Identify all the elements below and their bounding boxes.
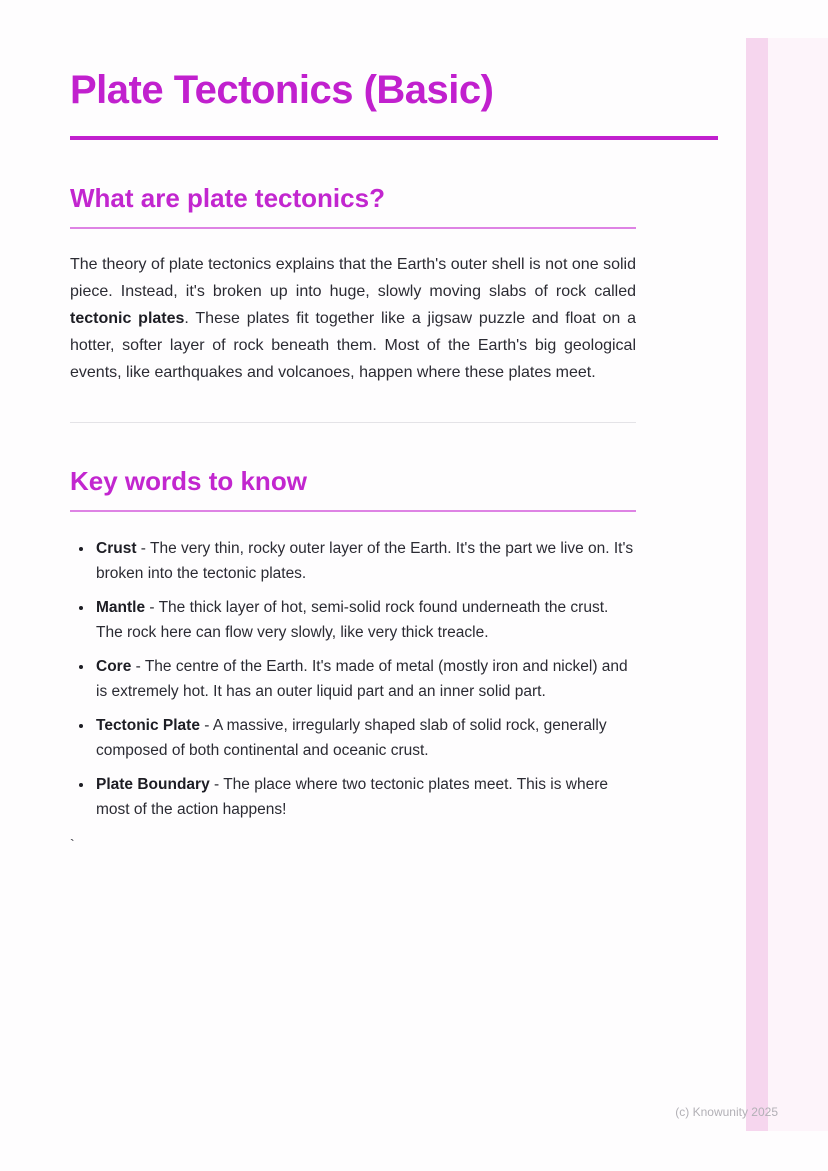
section-divider [70, 422, 636, 423]
keyword-term: Crust [96, 540, 137, 557]
keyword-term: Plate Boundary [96, 776, 210, 793]
list-item [94, 595, 636, 645]
section-underline [70, 227, 636, 229]
list-item [94, 654, 636, 704]
page-title: Plate Tectonics (Basic) [70, 68, 494, 112]
right-margin-band [766, 38, 828, 1131]
section-heading-key-words: Key words to know [70, 466, 307, 496]
footer-copyright: (c) Knowunity 2025 [675, 1105, 778, 1119]
list-item [94, 772, 636, 822]
keyword-term: Mantle [96, 599, 146, 616]
keyword-list [70, 536, 636, 822]
side-stripe [746, 38, 768, 1131]
keyword-definition: - The centre of the Earth. It's made of metal (mostly iron and nickel) and is extremely hot. It has an outer liquid part and an inner solid part. [96, 658, 628, 700]
keyword-term: Tectonic Plate [96, 717, 200, 734]
stray-backtick: ` [70, 836, 75, 852]
keyword-term: Core [96, 658, 132, 675]
keyword-definition: - The place where two tectonic plates meet. This is where most of the action happens! [96, 776, 609, 818]
keyword-definition: - The very thin, rocky outer layer of the Earth. It's the part we live on. It's broken into the tectonic plates. [96, 540, 634, 582]
section-underline [70, 510, 636, 512]
intro-bold-term: tectonic plates [70, 310, 185, 327]
document-content [70, 66, 636, 852]
keyword-definition: - The thick layer of hot, semi-solid rock found underneath the crust. The rock here can flow very slowly, like very thick treacle. [96, 599, 609, 641]
title-underline [70, 136, 718, 140]
section-heading-what-are-plate-tectonics: What are plate tectonics? [70, 183, 385, 213]
list-item [94, 536, 636, 586]
intro-text-part2: . These plates fit together like a jigsaw puzzle and float on a hotter, softer layer of rock beneath them. Most of the Earth's big geological events, like earthquakes and volcanoes, happen where these plates meet. [70, 310, 637, 381]
keyword-definition: - A massive, irregularly shaped slab of solid rock, generally composed of both continental and oceanic crust. [96, 717, 607, 759]
intro-text-part1: The theory of plate tectonics explains that the Earth's outer shell is not one solid piece. Instead, it's broken up into huge, slowly moving slabs of rock called [70, 256, 636, 300]
list-item [94, 713, 636, 763]
intro-paragraph [70, 251, 636, 386]
